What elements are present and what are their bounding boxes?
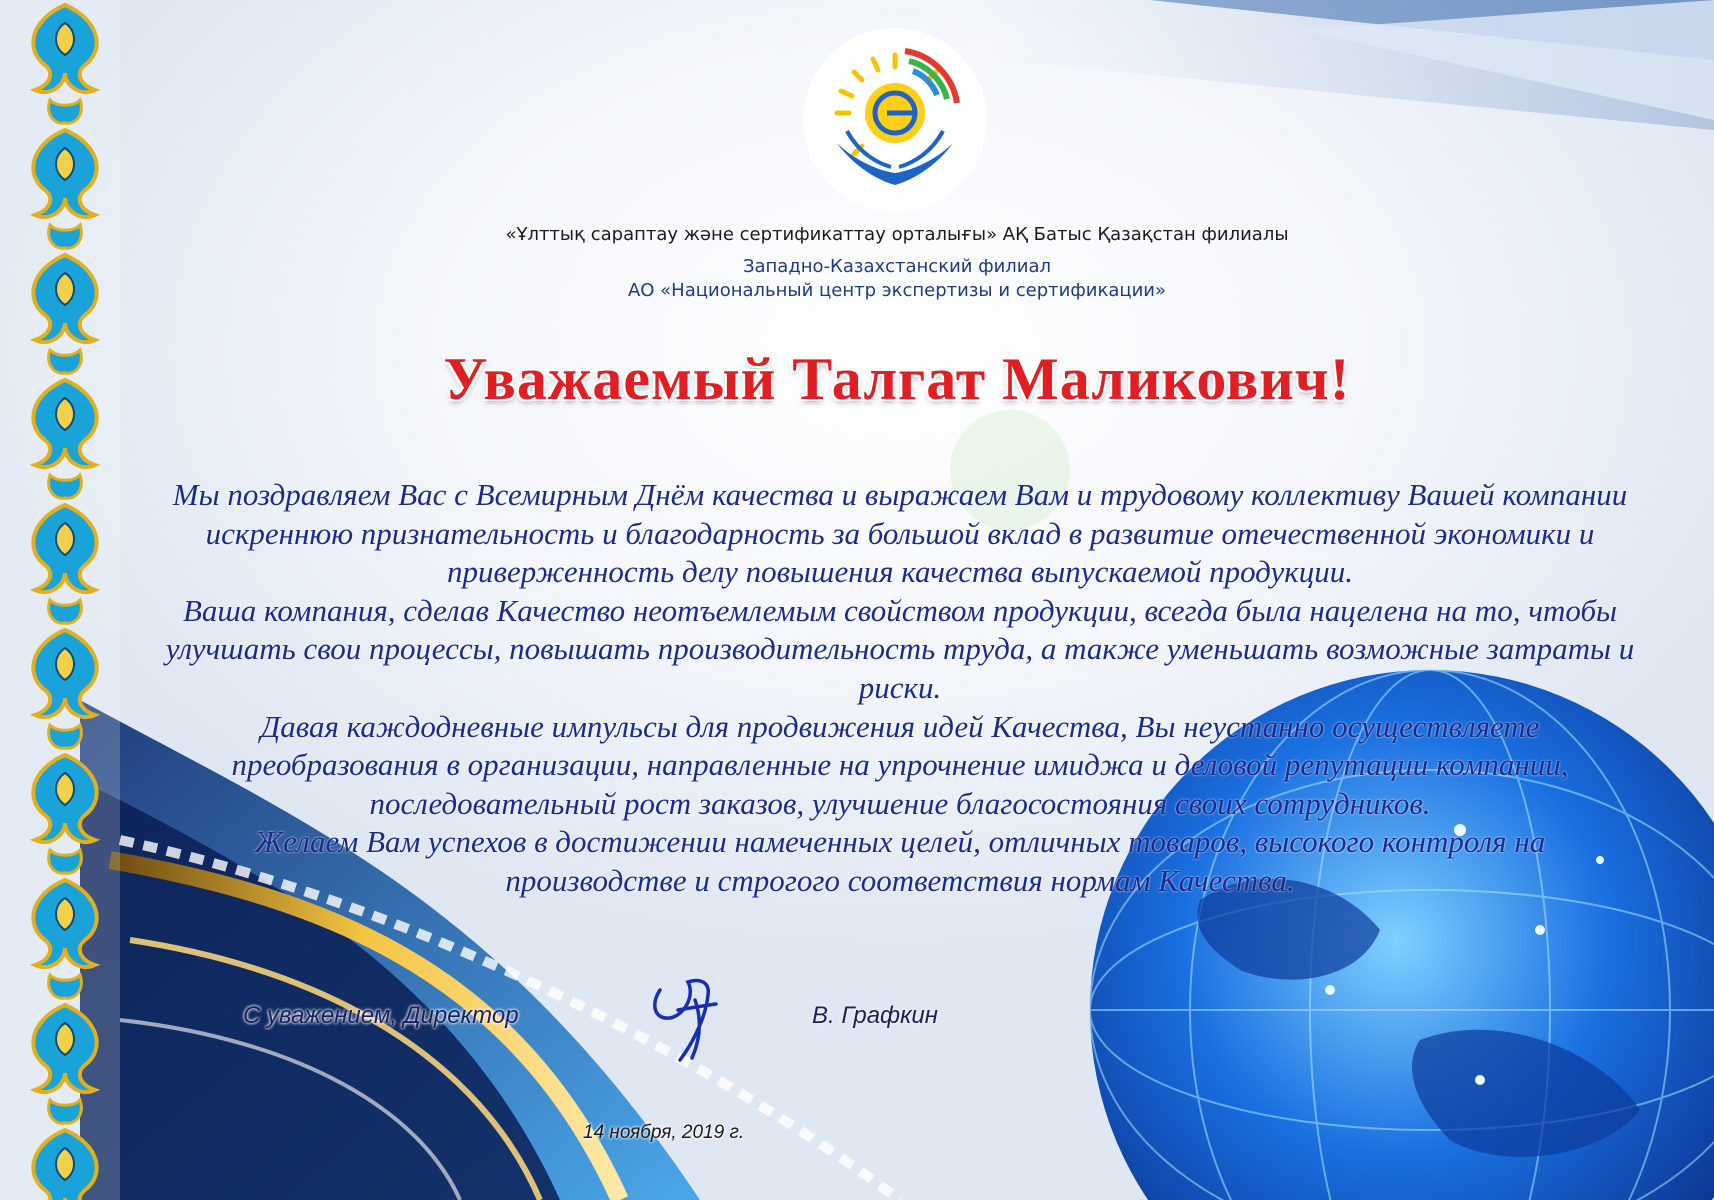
ncs-logo bbox=[800, 25, 990, 215]
letter-paragraph: Мы поздравляем Вас с Всемирным Днём качества и выражаем Вам и трудовому коллективу Вашей компании искреннюю признательность и благодарность за большой вклад в развитие отечественной экономики и приверженность делу повышения качества выпускаемой продукции. bbox=[172, 477, 1628, 590]
kz-ornament-border bbox=[0, 0, 120, 1200]
letter-paragraph: Ваша компания, сделав Качество неотъемлемым свойством продукции, всегда была нацелена на то, чтобы улучшать свои процессы, повышать производительность труда, а также уменьшать возможные затраты и риски. bbox=[165, 592, 1635, 705]
signature-mark bbox=[640, 960, 740, 1070]
organization-name-ru-line1: Западно-Казахстанский филиал bbox=[742, 256, 1052, 277]
letter-paragraph: Давая каждодневные импульсы для продвижения идей Качества, Вы неустанно осуществляете преобразования в организации, направленные на упрочнение имиджа и деловой репутации компании, последовательный рост заказов, улучшение благосостояния своих сотрудников. bbox=[231, 708, 1569, 821]
signature-label: С уважением, Директор bbox=[243, 1002, 519, 1029]
letter-paragraph: Желаем Вам успехов в достижении намеченных целей, отличных товаров, высокого контроля на производстве и строгого соответствия нормам Качества. bbox=[254, 824, 1546, 898]
greeting-title: Уважаемый Талгат Маликович! bbox=[443, 346, 1351, 412]
organization-name-kz: «Ұлттық сараптау және сертификаттау орталығы» АҚ Батыс Қазақстан филиалы bbox=[505, 224, 1289, 245]
organization-name-ru-line2: АО «Национальный центр экспертизы и сертификации» bbox=[627, 280, 1167, 301]
document-date: 14 ноября, 2019 г. bbox=[583, 1122, 745, 1143]
signatory-name: В. Графкин bbox=[812, 1002, 938, 1029]
letter-body bbox=[165, 476, 1635, 901]
